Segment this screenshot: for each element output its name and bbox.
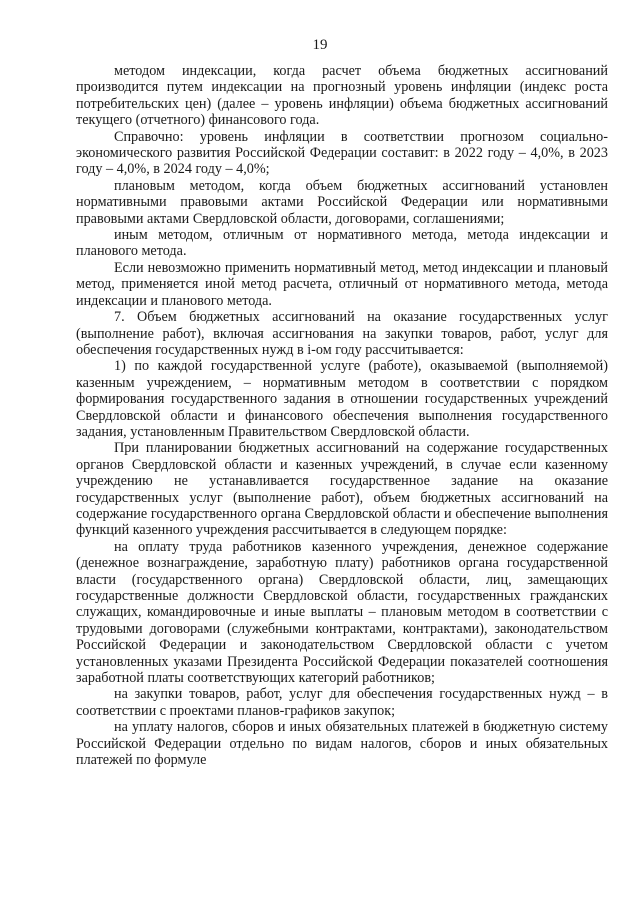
paragraph-other-method: иным методом, отличным от нормативного метода, метода индексации и планового метода. [76,227,608,260]
paragraph-maintenance-planning: При планировании бюджетных ассигнований на содержание государственных органов Свердловской области и казенных учреждений, в случае если казенному учреждению не устанавливается государственное задание на оказание государственных услуг (выполнение работ), объем бюджетных ассигнований на содержание государственного органа Свердловской области и обеспечение выполнения функций казенного учреждения рассчитывается в следующем порядке: [76,440,608,539]
paragraph-inflation-reference: Справочно: уровень инфляции в соответствии прогнозом социально-экономического развития Российской Федерации составит: в 2022 году – 4,0%, в 2023 году – 4,0%, в 2024 году – 4,0%; [76,128,608,178]
paragraph-indexation-method: методом индексации, когда расчет объема бюджетных ассигнований производится путем индексации на прогнозный уровень инфляции (индекс роста потребительских цен) (далее – уровень инфляции) объема бюджетных ассигнований текущего (отчетного) финансового года. [76,63,608,129]
paragraph-subitem-1: 1) по каждой государственной услуге (работе), оказываемой (выполняемой) казенным учреждением, – нормативным методом в соответствии с порядком формирования государственного задания в отношении государственных учреждений Свердловской области и финансового обеспечения выполнения государственного задания, установленным Правительством Свердловской области. [76,358,608,440]
paragraph-procurement: на закупки товаров, работ, услуг для обеспечения государственных нужд – в соответствии с проектами планов-графиков закупок; [76,686,608,719]
paragraph-planned-method: плановым методом, когда объем бюджетных ассигнований установлен нормативными правовыми актами Российской Федерации или нормативными правовыми актами Свердловской области, договорами, соглашениями; [76,177,608,227]
page-number: 19 [312,37,328,53]
paragraph-fallback-method: Если невозможно применить нормативный метод, метод индексации и плановый метод, применяется иной метод расчета, отличный от нормативного метода, метода индексации и планового метода. [76,259,608,309]
paragraph-taxes: на уплату налогов, сборов и иных обязательных платежей в бюджетную систему Российской Федерации отдельно по видам налогов, сборов и иных обязательных платежей по формуле [76,719,608,769]
paragraph-payroll: на оплату труда работников казенного учреждения, денежное содержание (денежное вознаграждение, заработную плату) работников органа государственной власти (государственного органа) Свердловской области, лиц, замещающих государственные должности Свердловской области, государственных гражданских служащих, командировочные и иные выплаты – плановым методом в соответствии с трудовыми договорами (служебными контрактами, контрактами), законодательством Российской Федерации и законодательством Свердловской области с учетом установленных указами Президента Российской Федерации показателей соотношения заработной платы соответствующих категорий работников; [76,538,608,687]
paragraph-item-7: 7. Объем бюджетных ассигнований на оказание государственных услуг (выполнение работ), включая ассигнования на закупки товаров, работ, услуг для обеспечения государственных нужд в i-ом году рассчитывается: [76,309,608,358]
document-body [76,63,608,768]
